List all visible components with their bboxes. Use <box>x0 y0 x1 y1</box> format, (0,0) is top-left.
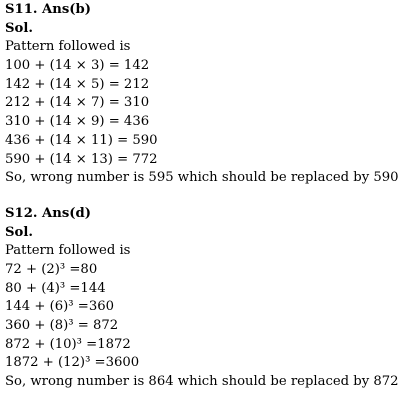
solution-line: 310 + (14 × 9) = 436 <box>5 114 150 130</box>
solution-heading: S11. Ans(b) <box>5 2 92 17</box>
solution-line: 212 + (14 × 7) = 310 <box>5 95 150 111</box>
solution-line: 72 + (2)³ =80 <box>5 261 98 277</box>
solution-line: 1872 + (12)³ =3600 <box>5 355 140 371</box>
solution-line: 80 + (4)³ =144 <box>5 280 106 296</box>
solution-line: 100 + (14 × 3) = 142 <box>5 58 150 74</box>
solution-line: 142 + (14 × 5) = 212 <box>5 76 150 92</box>
solution-line: 872 + (10)³ =1872 <box>5 336 131 352</box>
solution-s11 <box>5 1 414 188</box>
solution-line: 360 + (8)³ = 872 <box>5 318 119 333</box>
solution-line: 590 + (14 × 13) = 772 <box>5 151 158 167</box>
solution-heading: S12. Ans(d) <box>5 205 92 221</box>
sol-label: Sol. <box>5 224 33 240</box>
sol-label: Sol. <box>5 20 33 36</box>
solution-line: Pattern followed is <box>5 39 131 55</box>
solution-line: Pattern followed is <box>5 243 131 259</box>
solution-line: 144 + (6)³ =360 <box>5 299 114 315</box>
solution-line: 436 + (14 × 11) = 590 <box>5 132 158 148</box>
solution-s12 <box>5 205 414 392</box>
solution-conclusion: So, wrong number is 864 which should be replaced by 872 <box>5 374 399 390</box>
solution-conclusion: So, wrong number is 595 which should be replaced by 590 <box>5 170 399 186</box>
